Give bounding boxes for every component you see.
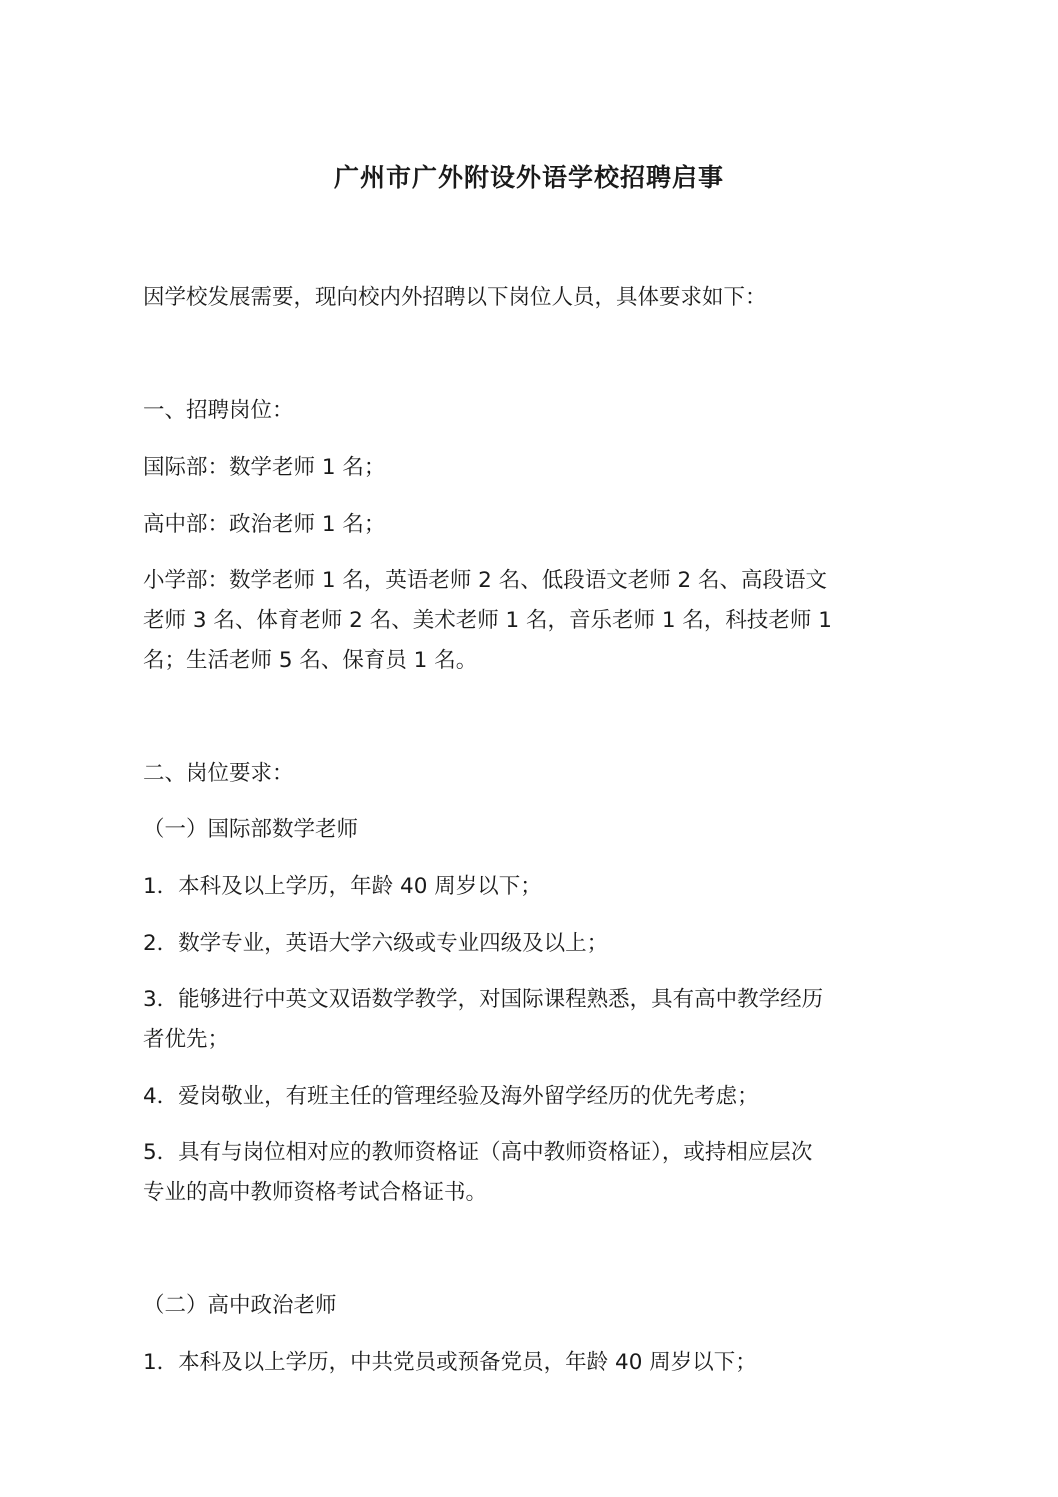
requirement-item: 4．爱岗敬业，有班主任的管理经验及海外留学经历的优先考虑； [143, 1084, 759, 1109]
requirement-item: 1．本科及以上学历，中共党员或预备党员，年龄 40 周岁以下； [143, 1350, 757, 1375]
requirement-line: 5．具有与岗位相对应的教师资格证（高中教师资格证），或持相应层次 [143, 1140, 813, 1165]
requirement-line: 者优先； [143, 1027, 230, 1052]
requirement-line: 3．能够进行中英文双语数学教学，对国际课程熟悉，具有高中教学经历 [143, 987, 824, 1012]
positions-primary [143, 561, 933, 681]
sub-heading-high-school-politics: （二）高中政治老师 [143, 1293, 337, 1318]
positions-international: 国际部：数学老师 1 名； [143, 455, 386, 480]
sub-heading-international-math: （一）国际部数学老师 [143, 817, 359, 842]
requirement-line: 专业的高中教师资格考试合格证书。 [143, 1180, 488, 1205]
requirement-item: 1．本科及以上学历，年龄 40 周岁以下； [143, 874, 542, 899]
positions-primary-line: 名；生活老师 5 名、保育员 1 名。 [143, 648, 478, 673]
positions-primary-line: 小学部：数学老师 1 名，英语老师 2 名、低段语文老师 2 名、高段语文 [143, 568, 828, 593]
section-heading-requirements: 二、岗位要求： [143, 761, 294, 786]
positions-high-school: 高中部：政治老师 1 名； [143, 512, 386, 537]
requirement-item: 2．数学专业，英语大学六级或专业四级及以上； [143, 931, 609, 956]
section-heading-positions: 一、招聘岗位： [143, 398, 294, 423]
positions-primary-line: 老师 3 名、体育老师 2 名、美术老师 1 名，音乐老师 1 名，科技老师 1 [143, 608, 832, 633]
document-title: 广州市广外附设外语学校招聘启事 [333, 163, 724, 192]
intro-paragraph: 因学校发展需要，现向校内外招聘以下岗位人员，具体要求如下： [143, 285, 767, 310]
requirement-item-multiline [143, 980, 933, 1060]
requirement-item-multiline [143, 1133, 933, 1213]
